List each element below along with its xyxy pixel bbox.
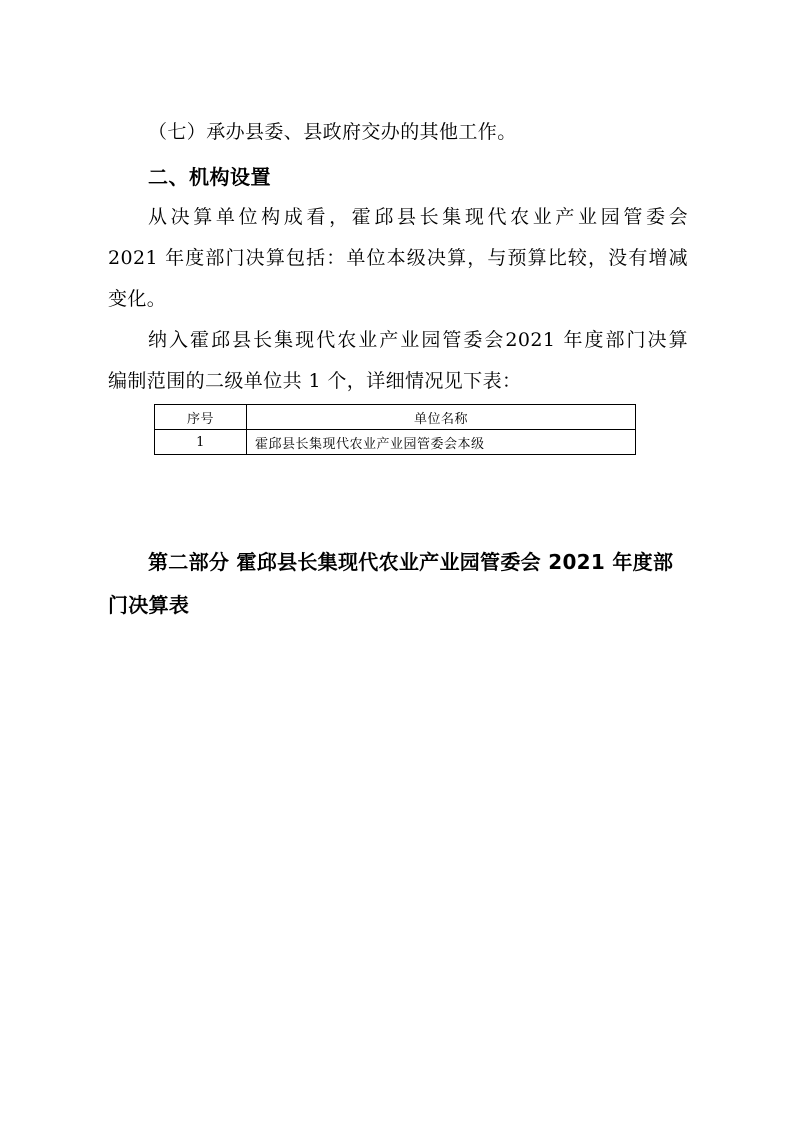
- cell-unit-name: 霍邱县长集现代农业产业园管委会本级: [247, 430, 636, 455]
- cell-serial-number: 1: [155, 430, 247, 455]
- unit-table: [154, 404, 636, 455]
- para1-line1: 从决算单位构成看，霍邱县长集现代农业产业园管委会: [148, 206, 688, 228]
- part-two-title-line1: 第二部分 霍邱县长集现代农业产业园管委会 2021 年度部: [148, 550, 674, 574]
- para2-line1: 纳入霍邱县长集现代农业产业园管委会2021 年度部门决算: [148, 329, 688, 351]
- para1-line3: 变化。: [108, 288, 167, 310]
- table-header-row: [155, 405, 636, 430]
- part-two-title-line2: 门决算表: [108, 593, 190, 617]
- para1-line2: 2021 年度部门决算包括：单位本级决算，与预算比较，没有增减: [108, 247, 688, 269]
- header-serial-number: 序号: [155, 405, 247, 430]
- section-two-heading: 二、机构设置: [148, 165, 271, 189]
- item-seven-text: （七）承办县委、县政府交办的其他工作。: [148, 121, 517, 143]
- header-unit-name: 单位名称: [247, 405, 636, 430]
- para2-line2: 编制范围的二级单位共 1 个，详细情况见下表：: [108, 370, 522, 392]
- table-row: [155, 430, 636, 455]
